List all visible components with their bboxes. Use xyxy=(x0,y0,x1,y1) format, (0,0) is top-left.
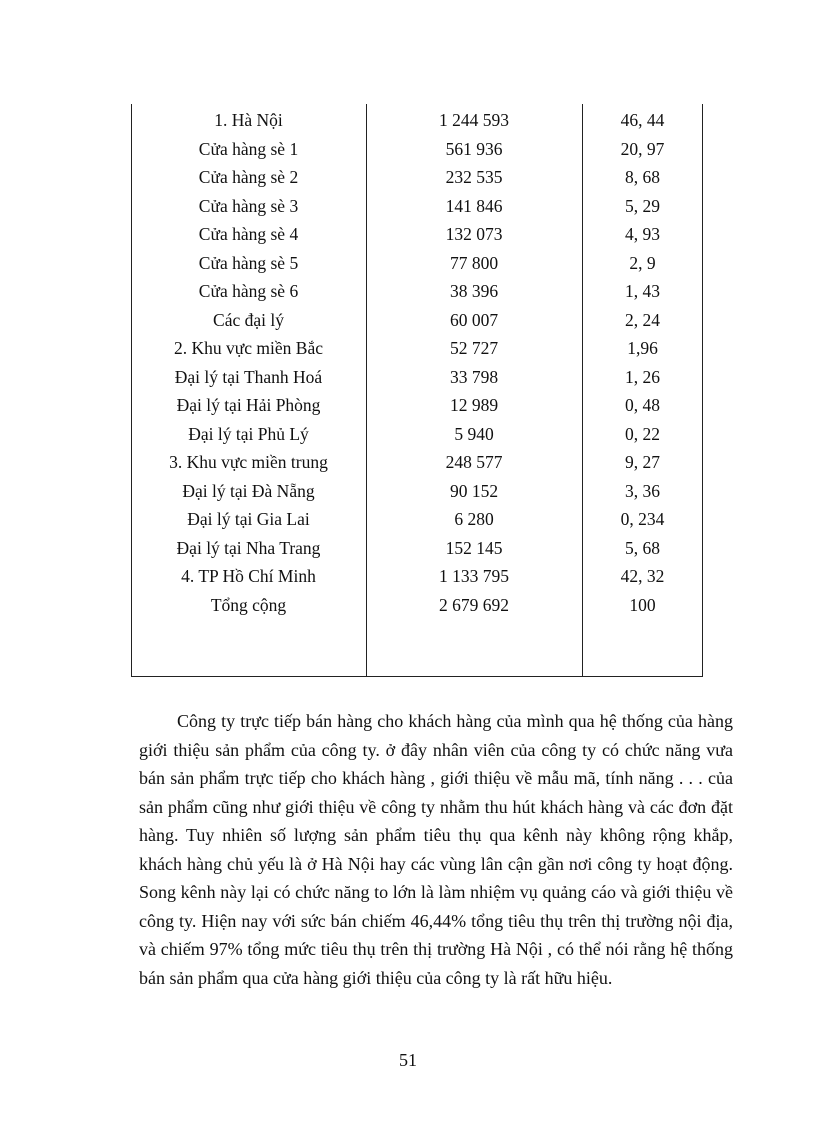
row-value: 2 679 692 xyxy=(439,594,509,615)
row-percent: 42, 32 xyxy=(620,566,665,586)
row-value: 6 280 xyxy=(454,509,494,529)
table-row xyxy=(131,477,703,505)
table-row xyxy=(131,163,703,191)
row-percent: 46, 44 xyxy=(620,110,665,130)
row-label: Cửa hàng sè 4 xyxy=(198,224,299,244)
row-percent: 5, 29 xyxy=(625,195,660,216)
table-row xyxy=(131,249,703,277)
row-percent: 0, 48 xyxy=(625,395,660,415)
row-percent: 2, 9 xyxy=(629,252,656,273)
row-label: Cửa hàng sè 1 xyxy=(198,138,299,159)
row-percent: 5, 68 xyxy=(625,537,660,558)
row-value: 1 244 593 xyxy=(439,110,509,130)
row-label: 1. Hà Nội xyxy=(214,110,283,130)
row-value: 77 800 xyxy=(449,252,499,273)
sales-table xyxy=(131,104,703,677)
table-row xyxy=(131,135,703,163)
table-row xyxy=(131,391,703,419)
row-percent: 0, 234 xyxy=(620,509,665,529)
row-value: 33 798 xyxy=(449,366,499,387)
row-percent: 8, 68 xyxy=(625,167,660,187)
table-row xyxy=(131,505,703,533)
row-value: 141 846 xyxy=(445,195,503,216)
table-row xyxy=(131,220,703,248)
row-percent: 1,96 xyxy=(627,338,658,358)
table-row xyxy=(131,334,703,362)
table-row xyxy=(131,562,703,590)
row-label: 4. TP Hồ Chí Minh xyxy=(181,566,316,586)
row-label: Đại lý tại Đà Nẵng xyxy=(182,480,315,501)
row-value: 561 936 xyxy=(445,138,503,159)
row-value: 248 577 xyxy=(445,452,503,472)
row-value: 12 989 xyxy=(449,395,499,415)
row-label: 3. Khu vực miền trung xyxy=(169,452,328,472)
row-percent: 9, 27 xyxy=(625,452,660,472)
row-label: Các đại lý xyxy=(213,309,284,330)
row-label: Cửa hàng sè 2 xyxy=(198,167,299,187)
row-value: 152 145 xyxy=(445,537,503,558)
table-row xyxy=(131,277,703,305)
table-row xyxy=(131,534,703,562)
table-row xyxy=(131,306,703,334)
row-percent: 20, 97 xyxy=(620,138,665,159)
row-percent: 1, 43 xyxy=(625,281,660,301)
row-label: Cửa hàng sè 5 xyxy=(198,252,299,273)
row-percent: 0, 22 xyxy=(625,423,660,444)
row-value: 52 727 xyxy=(449,338,499,358)
row-label: Đại lý tại Gia Lai xyxy=(187,509,310,529)
row-label: Đại lý tại Phủ Lý xyxy=(188,423,309,444)
row-value: 1 133 795 xyxy=(439,566,509,586)
row-percent: 1, 26 xyxy=(625,366,660,387)
row-label: Đại lý tại Thanh Hoá xyxy=(174,366,323,387)
body-paragraph: Công ty trực tiếp bán hàng cho khách hàng của mình qua hệ thống của hàng giới thiệu sản phẩm của công ty. ở đây nhân viên của công ty có chức năng vưa bán sản phẩm trực tiếp cho khách hàng , giới thiệu về mẫu mã, tính năng . . . của sản phẩm cũng như giới thiệu về công ty nhằm thu hút khách hàng và các đơn đặt hàng. Tuy nhiên số lượng sản phẩm tiêu thụ qua kênh này không rộng khắp, khách hàng chủ yếu là ở Hà Nội hay các vùng lân cận gần nơi công ty hoạt động. Song kênh này lại có chức năng to lớn là làm nhiệm vụ quảng cáo và giới thiệu về công ty. Hiện nay với sức bán chiếm 46,44% tổng tiêu thụ trên thị trường nội địa, và chiếm 97% tổng mức tiêu thụ trên thị trường Hà Nội , có thể nói rằng hệ thống bán sản phẩm qua cửa hàng giới thiệu của công ty là rất hữu hiệu. xyxy=(139,711,733,988)
row-percent: 4, 93 xyxy=(625,224,660,244)
table-row xyxy=(131,420,703,448)
row-percent: 100 xyxy=(629,594,656,615)
page-number: 51 xyxy=(399,1050,417,1070)
row-label: Đại lý tại Hải Phòng xyxy=(176,395,321,415)
row-value: 5 940 xyxy=(454,423,494,444)
table-row xyxy=(131,106,703,134)
row-label: Đại lý tại Nha Trang xyxy=(176,537,321,558)
table-row xyxy=(131,363,703,391)
table-row xyxy=(131,448,703,476)
row-label: Cửa hàng sè 3 xyxy=(198,195,299,216)
row-value: 132 073 xyxy=(445,224,503,244)
row-value: 38 396 xyxy=(449,281,499,301)
row-percent: 2, 24 xyxy=(625,309,660,330)
table-row xyxy=(131,591,703,619)
row-label: Cửa hàng sè 6 xyxy=(198,281,299,301)
row-label: Tổng cộng xyxy=(210,594,287,615)
row-label: 2. Khu vực miền Bắc xyxy=(174,338,323,358)
row-value: 90 152 xyxy=(449,480,499,501)
table-row xyxy=(131,192,703,220)
row-value: 232 535 xyxy=(445,167,503,187)
row-percent: 3, 36 xyxy=(625,480,660,501)
row-value: 60 007 xyxy=(449,309,499,330)
table-bottom-border xyxy=(131,676,703,677)
